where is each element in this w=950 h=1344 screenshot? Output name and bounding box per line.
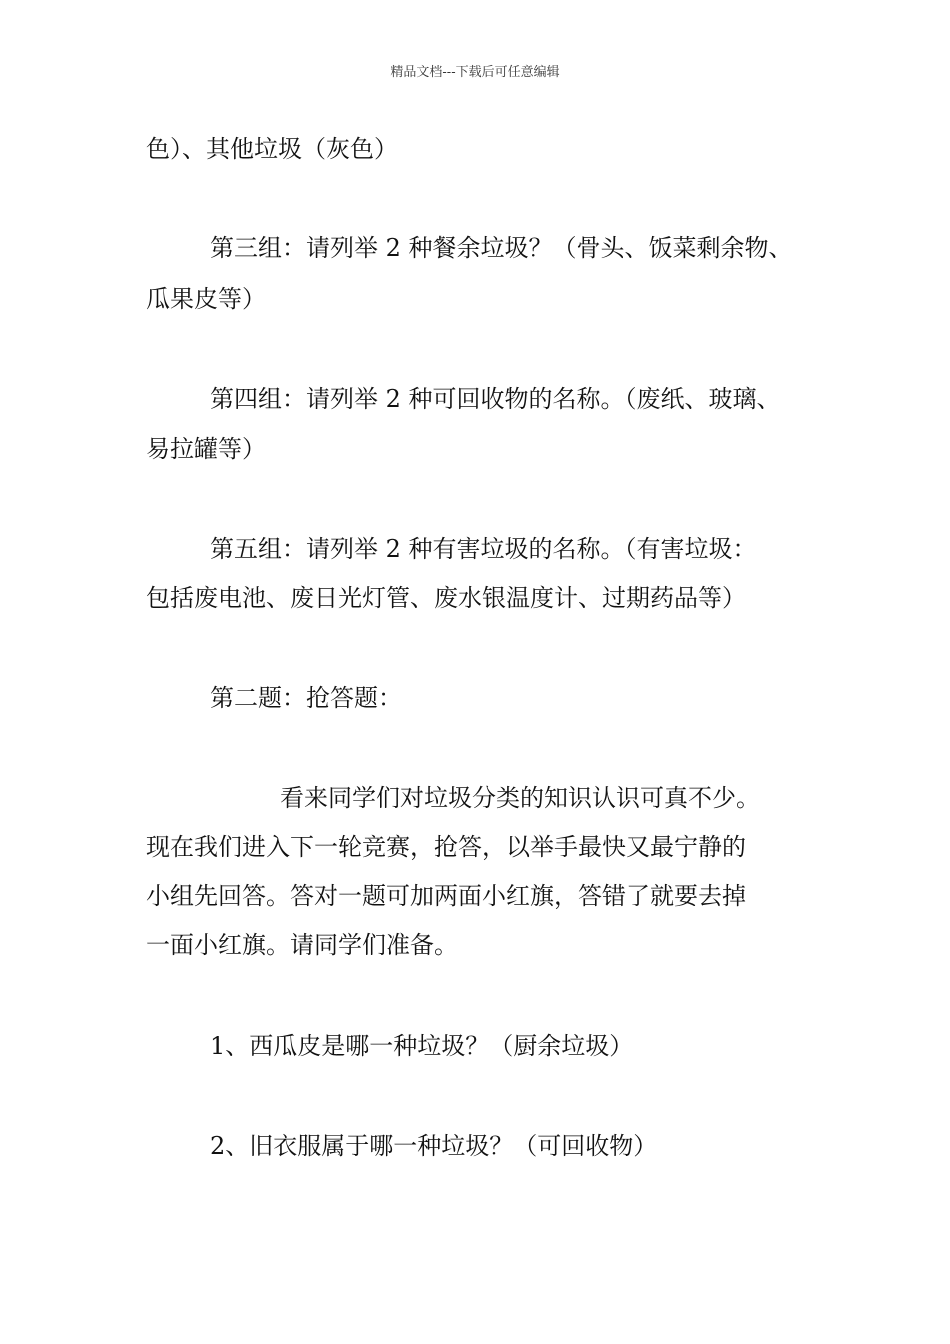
page-header: 精品文档---下载后可任意编辑: [390, 65, 560, 80]
paragraph-line-5: 易拉罐等）: [146, 435, 266, 463]
question-item-2: 2、旧衣服属于哪一种垃圾？（可回收物）: [210, 1132, 658, 1160]
question-item-1: 1、西瓜皮是哪一种垃圾？（厨余垃圾）: [210, 1032, 634, 1060]
paragraph-line-11: 小组先回答。答对一题可加两面小红旗，答错了就要去掉: [146, 882, 746, 910]
paragraph-line-10: 现在我们进入下一轮竞赛，抢答，以举手最快又最宁静的: [146, 833, 746, 861]
paragraph-line-12: 一面小红旗。请同学们准备。: [146, 931, 458, 959]
section-heading-quiz: 第二题：抢答题：: [210, 684, 402, 712]
paragraph-line-3: 瓜果皮等）: [146, 285, 266, 313]
paragraph-line-2: 第三组：请列举 2 种餐余垃圾？（骨头、饭菜剩余物、: [210, 234, 793, 262]
paragraph-line-9: 看来同学们对垃圾分类的知识认识可真不少。: [280, 784, 760, 812]
paragraph-line-7: 包括废电池、废日光灯管、废水银温度计、过期药品等）: [146, 584, 746, 612]
paragraph-line-1: 色）、其他垃圾（灰色）: [146, 135, 398, 163]
paragraph-line-4: 第四组：请列举 2 种可回收物的名称。（废纸、玻璃、: [210, 385, 781, 413]
paragraph-line-6: 第五组：请列举 2 种有害垃圾的名称。（有害垃圾：: [210, 535, 757, 563]
